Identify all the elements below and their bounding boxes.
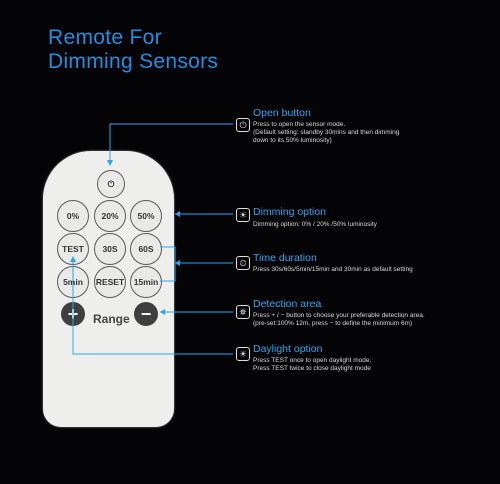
- daylight-icon: ☀: [236, 347, 250, 361]
- power-icon: ⏻: [236, 118, 250, 132]
- button-0-percent[interactable]: 0%: [57, 200, 89, 232]
- button-30s[interactable]: 30S: [94, 233, 126, 265]
- daylight-option-desc: Press TEST once to open daylight mode; Press TEST twice to close daylight mode: [253, 357, 372, 372]
- button-60s[interactable]: 60S: [130, 233, 162, 265]
- time-duration-title: Time duration: [253, 252, 317, 264]
- page-title-line2: Dimming Sensors: [48, 50, 219, 73]
- open-button-title: Open button: [253, 107, 311, 119]
- open-button-desc: Press to open the sensor mode. (Default setting: standby 30mins and then dimming down to its 50% luminosity): [253, 121, 400, 144]
- dimming-option-title: Dimming option: [253, 206, 326, 218]
- power-button[interactable]: ⏻: [97, 170, 125, 198]
- time-duration-desc: Press 30s/60s/5min/15min and 30min as default setting: [253, 266, 413, 273]
- button-15min[interactable]: 15min: [130, 266, 162, 298]
- sensor-icon: ⛯: [236, 305, 250, 319]
- bulb-icon: ☀: [236, 208, 250, 222]
- plus-button[interactable]: +: [61, 302, 85, 326]
- page-title-line1: Remote For: [48, 26, 162, 49]
- button-50-percent[interactable]: 50%: [130, 200, 162, 232]
- button-5min[interactable]: 5min: [57, 266, 89, 298]
- dimming-option-desc: Dimming option: 0% / 20% /50% luminosity: [253, 221, 377, 228]
- detection-area-title: Detection area: [253, 298, 322, 310]
- daylight-option-title: Daylight option: [253, 343, 323, 355]
- detection-area-desc: Press + / − button to choose your preferable detection area. (pre-set:100% 12m, press − to define the minimum 6m): [253, 312, 425, 327]
- button-20-percent[interactable]: 20%: [94, 200, 126, 232]
- connector-time-bracket: [160, 247, 175, 281]
- connector-open: [110, 124, 233, 162]
- reset-button[interactable]: RESET: [94, 266, 126, 298]
- clock-icon: ⏲: [236, 256, 250, 270]
- range-label: Range: [93, 312, 130, 326]
- test-button[interactable]: TEST: [57, 233, 89, 265]
- connector-daylight: [73, 260, 233, 354]
- minus-button[interactable]: −: [134, 302, 158, 326]
